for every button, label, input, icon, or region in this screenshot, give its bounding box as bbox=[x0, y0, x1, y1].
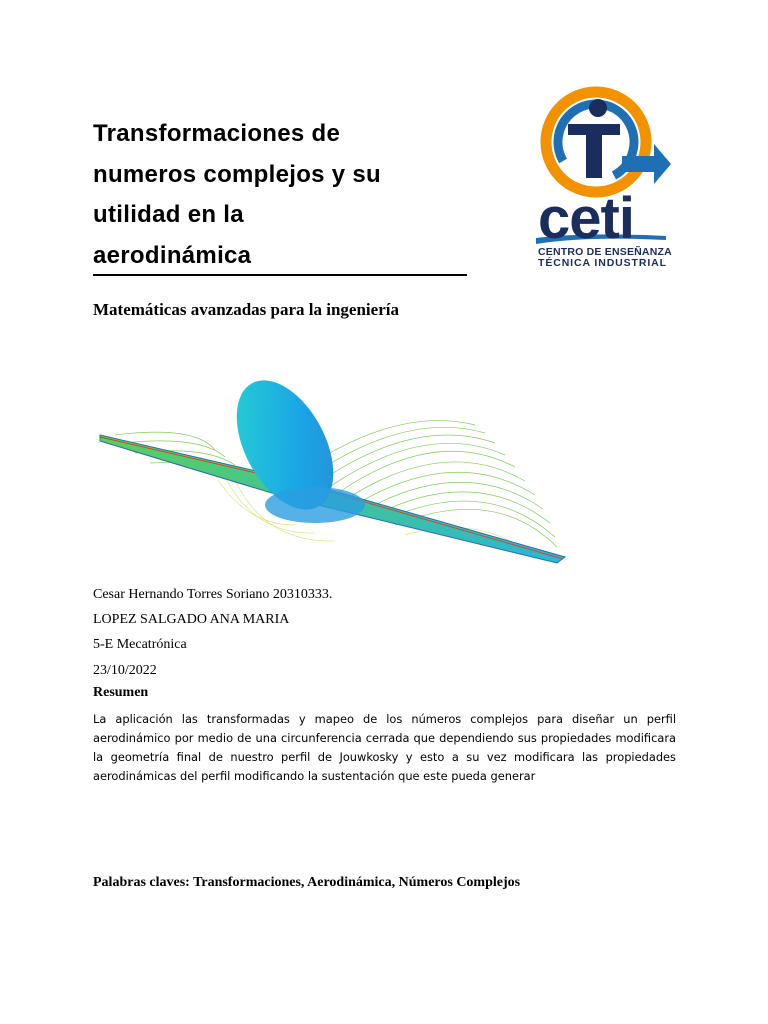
author-1: Cesar Hernando Torres Soriano 20310333. bbox=[93, 587, 333, 602]
title-line-2: numeros complejos y su bbox=[93, 160, 382, 188]
title-line-1: Transformaciones de bbox=[93, 120, 341, 147]
title-line-4: aerodinámica bbox=[93, 241, 252, 269]
keywords: Palabras claves: Transformaciones, Aerodinámica, Números Complejos bbox=[93, 875, 521, 890]
title-underline bbox=[93, 274, 467, 276]
title-line-3: utilidad en la bbox=[93, 201, 244, 228]
abstract-heading: Resumen bbox=[93, 685, 149, 700]
subtitle: Matemáticas avanzadas para la ingeniería bbox=[93, 300, 399, 319]
date: 23/10/2022 bbox=[93, 663, 157, 678]
airplane-cfd-illustration bbox=[95, 365, 570, 575]
document-title bbox=[93, 114, 473, 276]
group: 5-E Mecatrónica bbox=[93, 637, 187, 652]
logo-subtitle-line-2: TÉCNICA INDUSTRIAL bbox=[538, 257, 667, 269]
author-2: LOPEZ SALGADO ANA MARIA bbox=[93, 612, 290, 627]
logo-subtitle-line-1: CENTRO DE ENSEÑANZA bbox=[538, 246, 672, 258]
abstract-text: La aplicación las transformadas y mapeo de los números complejos para diseñar un perfil aerodinámico por medio de una circunferencia cerrada que dependiendo sus propiedades modificara la geometría final de nuestro perfil de Jouwkosky y esto a su vez modificara las propiedades aerodinámicas del perfil modificando la sustentación que este pueda generar bbox=[93, 712, 676, 783]
logo-wordmark: ceti bbox=[538, 186, 634, 251]
